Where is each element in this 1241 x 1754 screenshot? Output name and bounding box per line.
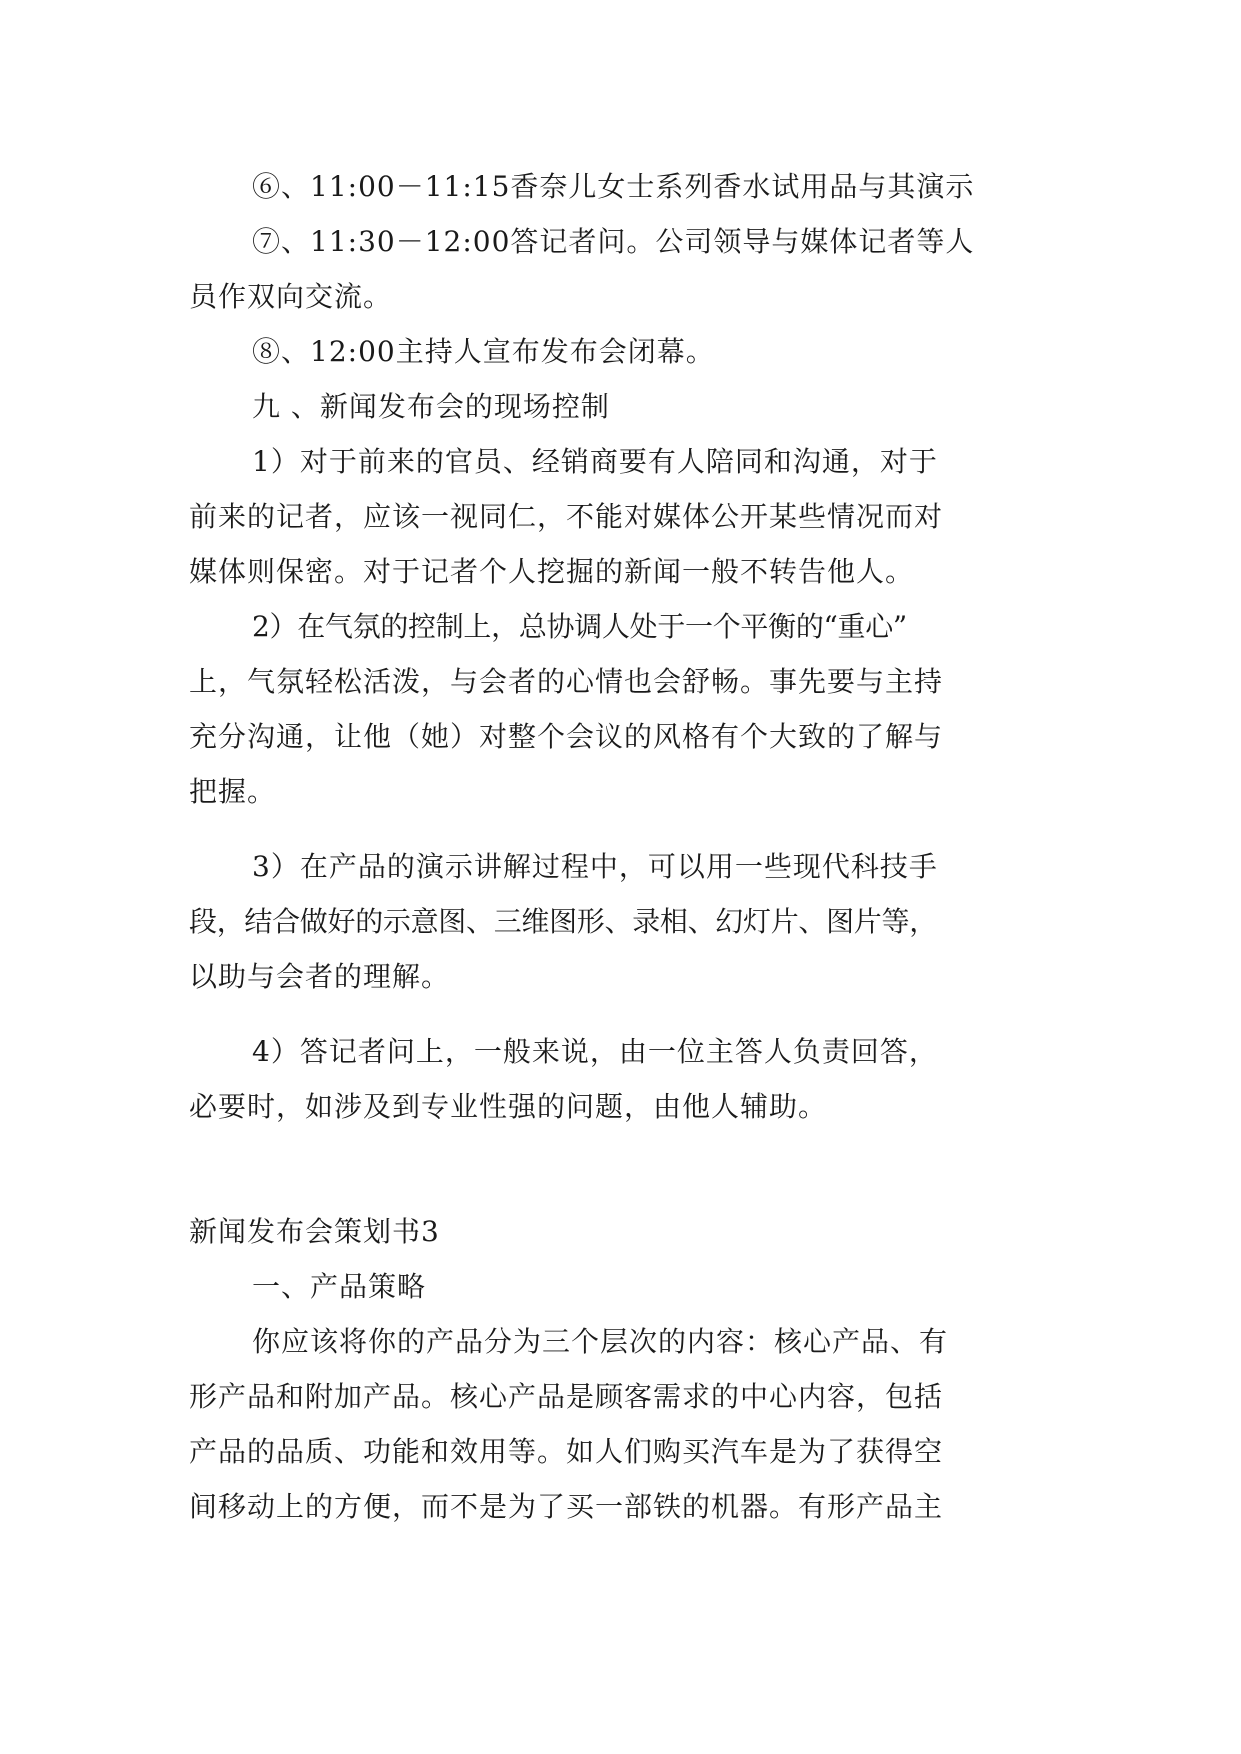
paragraph-line: 必要时，如涉及到专业性强的问题，由他人辅助。 <box>189 1090 828 1123</box>
paragraph-line: 2）在气氛的控制上，总协调人处于一个平衡的“重心” <box>252 610 907 643</box>
paragraph-line: 3）在产品的演示讲解过程中，可以用一些现代科技手 <box>252 850 938 883</box>
paragraph-line: 充分沟通，让他（她）对整个会议的风格有个大致的了解与 <box>189 720 944 753</box>
paragraph-line: 上，气氛轻松活泼，与会者的心情也会舒畅。事先要与主持 <box>189 665 944 698</box>
paragraph-line: 4）答记者问上，一般来说，由一位主答人负责回答， <box>252 1035 938 1068</box>
paragraph-line: 1）对于前来的官员、经销商要有人陪同和沟通，对于 <box>252 445 938 478</box>
paragraph-line: 以助与会者的理解。 <box>189 960 451 993</box>
paragraph-line: 间移动上的方便，而不是为了买一部铁的机器。有形产品主 <box>189 1490 944 1523</box>
schedule-item-8: ⑧、12:00主持人宣布发布会闭幕。 <box>252 335 715 368</box>
schedule-item-7-continued: 员作双向交流。 <box>189 280 393 313</box>
schedule-item-6: ⑥、11:00－11:15香奈儿女士系列香水试用品与其演示 <box>252 170 975 203</box>
section-heading-1: 一、产品策略 <box>252 1270 427 1303</box>
section-heading-9: 九 、新闻发布会的现场控制 <box>252 390 610 423</box>
paragraph-line: 产品的品质、功能和效用等。如人们购买汽车是为了获得空 <box>189 1435 944 1468</box>
schedule-item-7: ⑦、11:30－12:00答记者问。公司领导与媒体记者等人 <box>252 225 975 258</box>
paragraph-line: 你应该将你的产品分为三个层次的内容：核心产品、有 <box>252 1325 949 1358</box>
paragraph-line: 形产品和附加产品。核心产品是顾客需求的中心内容，包括 <box>189 1380 944 1413</box>
paragraph-line: 媒体则保密。对于记者个人挖掘的新闻一般不转告他人。 <box>189 555 915 588</box>
paragraph-line: 段，结合做好的示意图、三维图形、录相、幻灯片、图片等， <box>189 905 937 938</box>
paragraph-line: 把握。 <box>189 775 277 808</box>
paragraph-line: 前来的记者，应该一视同仁，不能对媒体公开某些情况而对 <box>189 500 944 533</box>
document-title: 新闻发布会策划书3 <box>189 1215 440 1248</box>
